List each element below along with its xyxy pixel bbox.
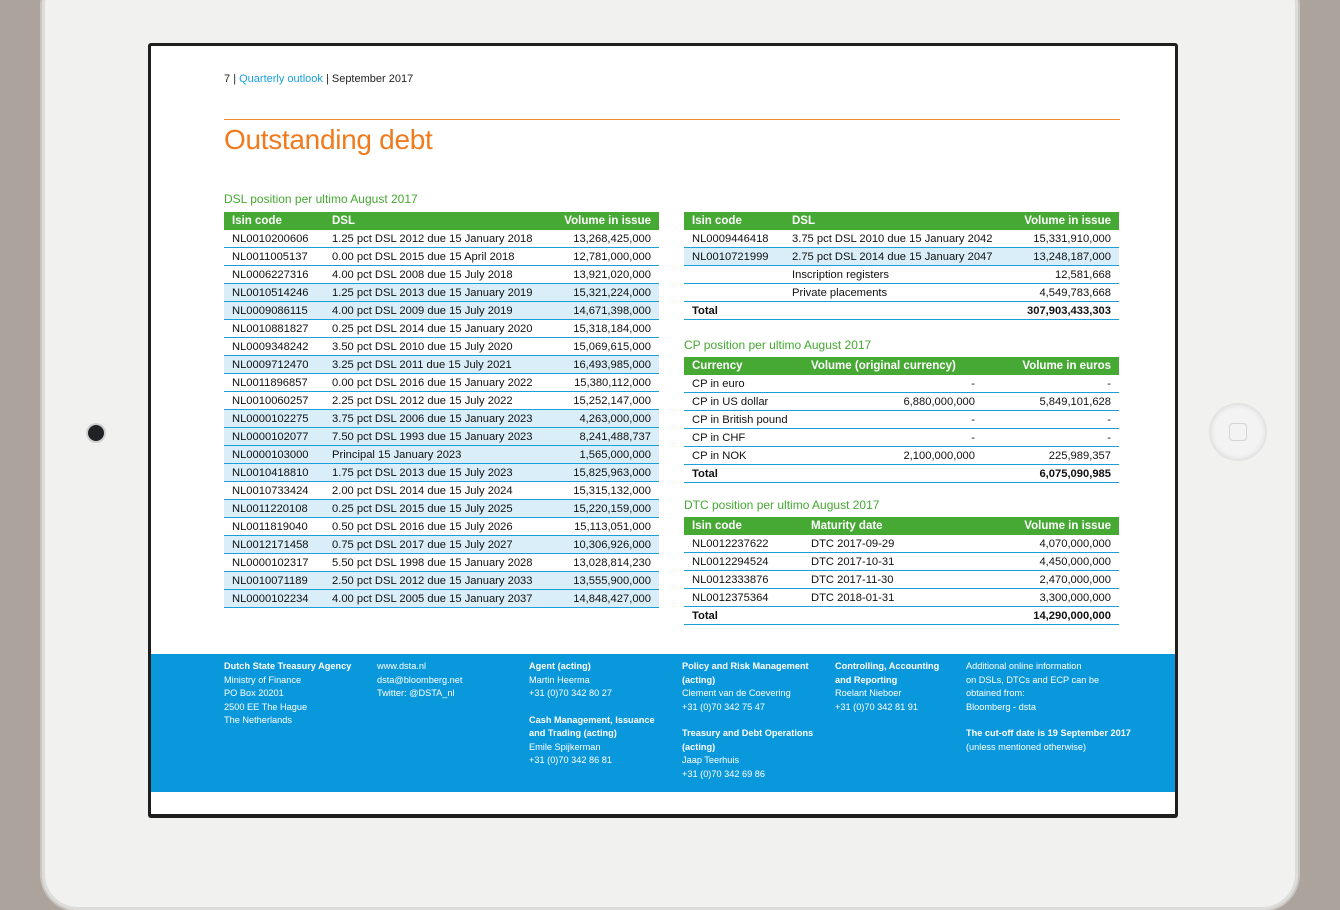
table-cell: 1,565,000,000 [552, 446, 659, 464]
footer-col-policy: Policy and Risk Management (acting) Clement van de Coevering +31 (0)70 342 75 47 Treasury and Debt Operations (acting) Jaap Teerhuis +31 (0)70 342 69 86 [682, 661, 814, 779]
dsl-row [224, 500, 659, 518]
dsl-row [224, 446, 659, 464]
table-cell: - [983, 411, 1119, 429]
col-header: Currency [684, 357, 803, 375]
table-cell: Principal 15 January 2023 [324, 446, 552, 464]
dsl-row [224, 392, 659, 410]
table-cell: 15,825,963,000 [552, 464, 659, 482]
table-cell: 7.50 pct DSL 1993 due 15 January 2023 [324, 428, 552, 446]
table-cell: NL0000102317 [224, 554, 324, 572]
table-cell [784, 302, 1012, 320]
cutoff-date: The cut-off date is 19 September 2017 [966, 728, 1131, 738]
col-header: DSL [324, 212, 552, 230]
table-cell: 4,070,000,000 [983, 535, 1119, 553]
dsl-row [224, 536, 659, 554]
table-cell: 4,549,783,668 [1012, 284, 1119, 302]
email-link[interactable]: dsta@bloomberg.net [377, 674, 463, 685]
table-cell: 15,113,051,000 [552, 518, 659, 536]
col-header: Volume in euros [983, 357, 1119, 375]
dsl-row [224, 356, 659, 374]
dsl-row [224, 302, 659, 320]
table-cell: NL0012237622 [684, 535, 803, 553]
table-cell: - [803, 411, 983, 429]
dsl-row [224, 320, 659, 338]
table-cell: 14,290,000,000 [983, 607, 1119, 625]
dsl-row [224, 266, 659, 284]
total-row [684, 465, 1119, 483]
header-rule [224, 119, 1120, 120]
table-cell: 4.00 pct DSL 2005 due 15 January 2037 [324, 590, 552, 608]
dsl-row [684, 266, 1119, 284]
table-cell: 307,903,433,303 [1012, 302, 1119, 320]
table-cell: NL0010200606 [224, 230, 324, 248]
table-cell: 15,318,184,000 [552, 320, 659, 338]
cp-row [684, 429, 1119, 447]
table-cell: 2.50 pct DSL 2012 due 15 January 2033 [324, 572, 552, 590]
table-cell: 0.50 pct DSL 2016 due 15 July 2026 [324, 518, 552, 536]
table-cell: NL0010418810 [224, 464, 324, 482]
table-cell: 15,315,132,000 [552, 482, 659, 500]
table-cell: 6,880,000,000 [803, 393, 983, 411]
table-cell: 13,028,814,230 [552, 554, 659, 572]
table-cell: 8,241,488,737 [552, 428, 659, 446]
col-header: Isin code [684, 212, 784, 230]
twitter-link[interactable]: Twitter: @DSTA_nl [377, 688, 455, 698]
dsl-row [224, 230, 659, 248]
col-header: DSL [784, 212, 1012, 230]
dsl-row [224, 590, 659, 608]
table-cell: NL0009446418 [684, 230, 784, 248]
cp-table [684, 357, 1119, 483]
table-cell: CP in NOK [684, 447, 803, 465]
table-cell: NL0010060257 [224, 392, 324, 410]
footer-col-agent: Agent (acting) Martin Heerma +31 (0)70 342 80 27 Cash Management, Issuance and Trading (acting) Emile Spijkerman +31 (0)70 342 86 81 [529, 661, 655, 765]
total-row [684, 607, 1119, 625]
table-cell: NL0012333876 [684, 571, 803, 589]
table-cell: 15,252,147,000 [552, 392, 659, 410]
table-cell: 13,248,187,000 [1012, 248, 1119, 266]
dtc-section-title: DTC position per ultimo August 2017 [684, 498, 880, 512]
table-cell: Total [684, 465, 803, 483]
dsl-row [684, 248, 1119, 266]
table-cell [803, 465, 983, 483]
col-header: Maturity date [803, 517, 983, 535]
table-cell: 0.25 pct DSL 2014 due 15 January 2020 [324, 320, 552, 338]
dsl-row [224, 464, 659, 482]
dsl-row [224, 554, 659, 572]
table-cell: 12,781,000,000 [552, 248, 659, 266]
dsl-row [684, 230, 1119, 248]
dtc-row [684, 553, 1119, 571]
section-link[interactable]: Quarterly outlook [239, 73, 323, 85]
table-cell: 15,380,112,000 [552, 374, 659, 392]
table-cell: NL0000102234 [224, 590, 324, 608]
table-cell: CP in US dollar [684, 393, 803, 411]
total-row [684, 302, 1119, 320]
table-cell [803, 607, 983, 625]
dsl-row [224, 410, 659, 428]
table-cell: 13,555,900,000 [552, 572, 659, 590]
dtc-row [684, 535, 1119, 553]
table-cell: NL0010721999 [684, 248, 784, 266]
table-cell: DTC 2018-01-31 [803, 589, 983, 607]
table-cell: 4.00 pct DSL 2009 due 15 July 2019 [324, 302, 552, 320]
table-cell: NL0009712470 [224, 356, 324, 374]
table-cell: 1.75 pct DSL 2013 due 15 July 2023 [324, 464, 552, 482]
table-cell: 3.50 pct DSL 2010 due 15 July 2020 [324, 338, 552, 356]
table-cell: - [983, 375, 1119, 393]
document-page [151, 46, 1175, 814]
table-cell: - [803, 429, 983, 447]
table-cell: Private placements [784, 284, 1012, 302]
table-cell: 1.25 pct DSL 2012 due 15 January 2018 [324, 230, 552, 248]
table-cell: NL0011220108 [224, 500, 324, 518]
table-cell: NL0000102275 [224, 410, 324, 428]
table-cell: Total [684, 607, 803, 625]
dsl-row [224, 248, 659, 266]
table-cell: 13,921,020,000 [552, 266, 659, 284]
table-cell: DTC 2017-11-30 [803, 571, 983, 589]
table-cell: 10,306,926,000 [552, 536, 659, 554]
table-cell: - [803, 375, 983, 393]
table-cell: NL0011005137 [224, 248, 324, 266]
footer-contacts [151, 654, 1175, 792]
table-cell: 2,100,000,000 [803, 447, 983, 465]
table-cell: NL0010733424 [224, 482, 324, 500]
table-cell: 1.25 pct DSL 2013 due 15 January 2019 [324, 284, 552, 302]
table-cell: NL0012375364 [684, 589, 803, 607]
table-cell: 13,268,425,000 [552, 230, 659, 248]
website-link[interactable]: www.dsta.nl [377, 661, 427, 671]
table-cell: NL0012294524 [684, 553, 803, 571]
table-cell: CP in CHF [684, 429, 803, 447]
table-cell: 0.75 pct DSL 2017 due 15 July 2027 [324, 536, 552, 554]
table-cell: 2.25 pct DSL 2012 due 15 July 2022 [324, 392, 552, 410]
table-cell: NL0000103000 [224, 446, 324, 464]
table-cell [684, 284, 784, 302]
table-cell: 16,493,985,000 [552, 356, 659, 374]
table-cell: 4,450,000,000 [983, 553, 1119, 571]
page-header: 7 | Quarterly outlook | September 2017 [224, 73, 414, 85]
table-cell: 5.50 pct DSL 1998 due 15 January 2028 [324, 554, 552, 572]
table-cell: NL0012171458 [224, 536, 324, 554]
cp-row [684, 375, 1119, 393]
table-cell: NL0009086115 [224, 302, 324, 320]
table-cell: 3,300,000,000 [983, 589, 1119, 607]
table-cell: 4.00 pct DSL 2008 due 15 July 2018 [324, 266, 552, 284]
table-cell: 3.25 pct DSL 2011 due 15 July 2021 [324, 356, 552, 374]
table-cell: 0.25 pct DSL 2015 due 15 July 2025 [324, 500, 552, 518]
table-cell: 14,671,398,000 [552, 302, 659, 320]
dtc-table [684, 517, 1119, 625]
table-cell: Inscription registers [784, 266, 1012, 284]
dsl-table [224, 212, 659, 608]
table-cell: 15,069,615,000 [552, 338, 659, 356]
table-cell: 0.00 pct DSL 2015 due 15 April 2018 [324, 248, 552, 266]
footer-col-controlling: Controlling, Accounting and Reporting Roelant Nieboer +31 (0)70 342 81 91 [835, 661, 940, 712]
header-date: September 2017 [331, 73, 414, 85]
table-cell: 14,848,427,000 [552, 590, 659, 608]
table-cell: CP in euro [684, 375, 803, 393]
col-header: Volume in issue [552, 212, 659, 230]
table-cell: NL0000102077 [224, 428, 324, 446]
table-cell: NL0011819040 [224, 518, 324, 536]
table-cell: 3.75 pct DSL 2006 due 15 January 2023 [324, 410, 552, 428]
page-title: Outstanding debt [224, 124, 433, 155]
dtc-row [684, 589, 1119, 607]
table-cell: CP in British pound [684, 411, 803, 429]
footer-col-agency: Dutch State Treasury Agency Ministry of Finance PO Box 20201 2500 EE The Hague The Netherlands [224, 661, 352, 725]
dsl-row [224, 572, 659, 590]
col-header: Volume in issue [1012, 212, 1119, 230]
table-cell: NL0010071189 [224, 572, 324, 590]
cp-section-title: CP position per ultimo August 2017 [684, 338, 872, 352]
dsl-row [224, 374, 659, 392]
table-cell: 2.00 pct DSL 2014 due 15 July 2024 [324, 482, 552, 500]
table-cell: NL0010881827 [224, 320, 324, 338]
dsl-row [224, 338, 659, 356]
footer-col-web [377, 660, 462, 701]
dsl-row [224, 284, 659, 302]
col-header: Isin code [684, 517, 803, 535]
table-cell: DTC 2017-10-31 [803, 553, 983, 571]
table-cell: 15,220,159,000 [552, 500, 659, 518]
table-cell: 12,581,668 [1012, 266, 1119, 284]
cp-row [684, 447, 1119, 465]
dsl-section-title: DSL position per ultimo August 2017 [224, 192, 418, 206]
table-cell: NL0010514246 [224, 284, 324, 302]
table-cell [684, 266, 784, 284]
table-cell: 5,849,101,628 [983, 393, 1119, 411]
table-cell: 15,321,224,000 [552, 284, 659, 302]
table-cell: Total [684, 302, 784, 320]
page-number: 7 [224, 73, 231, 85]
table-cell: 225,989,357 [983, 447, 1119, 465]
dtc-row [684, 571, 1119, 589]
dsl-table-continued [684, 212, 1119, 320]
cp-row [684, 411, 1119, 429]
dsl-row [224, 482, 659, 500]
table-cell: NL0006227316 [224, 266, 324, 284]
table-cell: 3.75 pct DSL 2010 due 15 January 2042 [784, 230, 1012, 248]
col-header: Volume in issue [983, 517, 1119, 535]
dsl-row [224, 518, 659, 536]
table-cell: NL0009348242 [224, 338, 324, 356]
table-cell: - [983, 429, 1119, 447]
front-camera [88, 425, 104, 441]
home-button[interactable] [1210, 404, 1266, 460]
dsl-row [224, 428, 659, 446]
table-cell: 0.00 pct DSL 2016 due 15 January 2022 [324, 374, 552, 392]
table-cell: DTC 2017-09-29 [803, 535, 983, 553]
table-cell: 15,331,910,000 [1012, 230, 1119, 248]
table-cell: 2.75 pct DSL 2014 due 15 January 2047 [784, 248, 1012, 266]
dsl-row [684, 284, 1119, 302]
col-header: Isin code [224, 212, 324, 230]
table-cell: 4,263,000,000 [552, 410, 659, 428]
home-square-icon [1229, 423, 1247, 441]
col-header: Volume (original currency) [803, 357, 983, 375]
cp-row [684, 393, 1119, 411]
table-cell: 2,470,000,000 [983, 571, 1119, 589]
table-cell: 6,075,090,985 [983, 465, 1119, 483]
footer-col-info: Additional online information on DSLs, DTCs and ECP can be obtained from: Bloomberg - dsta The cut-off date is 19 September 2017 (unless mentioned otherwise) [966, 661, 1131, 752]
table-cell: NL0011896857 [224, 374, 324, 392]
